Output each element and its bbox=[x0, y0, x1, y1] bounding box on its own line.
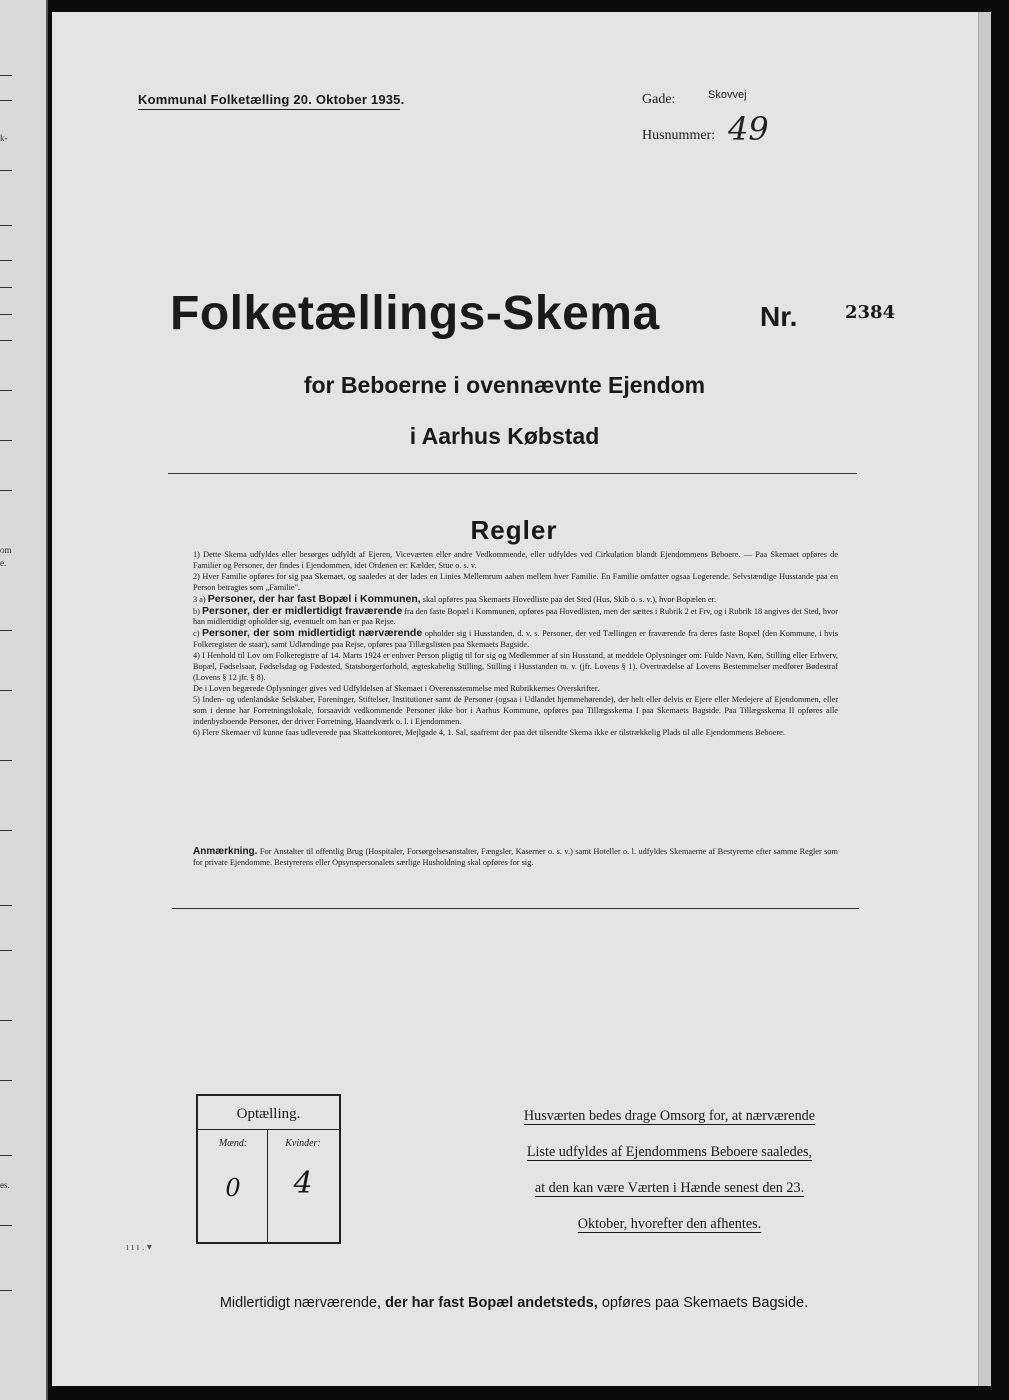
page-edge bbox=[978, 12, 991, 1386]
rule-3a-heading: Personer, der har fast Bopæl i Kommunen, bbox=[207, 592, 421, 605]
annotation-text: For Anstalter til offentlig Brug (Hospitaler, Forsørgelsesanstalter, Fængsler, Kaserner o. s. v.) samt Hoteller o. l. udfyldes Skemaerne af Bestyrerne efter samme Regler som for private Ejendomme. Bestyrerens eller Opsynspersonalets særlige Husholdning skal opføres for sig. bbox=[193, 847, 838, 867]
margin-tick bbox=[0, 314, 12, 315]
husnummer-value: 49 bbox=[728, 110, 769, 148]
rule-3a-number: 3 a) bbox=[193, 594, 206, 604]
rule-5: 5) Inden- og udenlandske Selskaber, Foreninger, Stiftelser, Institutioner samt de Personer (ogsaa i Udlandet hjemmehørende), der helt eller delvis er Ejere eller Medejere af Ejendommen, eller som i denne har Forretningslokale, forsaavidt vedkommende Personer ikke bor i Aarhus Kommune, opføres paa Tillægsskema I paa Skemaets Bagside. Paa Tillægsskema II opføres alle indenbysboende Personer, der driver Forretning, Haandværk o. l. i Ejendommen. bbox=[193, 694, 838, 726]
divider bbox=[172, 908, 859, 909]
form-title: Folketællings-Skema bbox=[170, 287, 660, 340]
rule-3a-text: skal opføres paa Skemaets Hovedliste paa det Sted (Hus, Skib o. s. v.), hvor Bopælen er. bbox=[422, 594, 717, 604]
count-title: Optælling. bbox=[236, 1106, 301, 1122]
margin-tick bbox=[0, 1155, 12, 1156]
margin-tick bbox=[0, 170, 12, 171]
men-count: 0 bbox=[225, 1174, 241, 1202]
margin-fragment: k- bbox=[0, 133, 8, 143]
form-number-label: Nr. bbox=[760, 301, 798, 332]
margin-tick bbox=[0, 100, 12, 101]
women-count: 4 bbox=[293, 1166, 313, 1201]
landlord-notice bbox=[497, 1098, 842, 1242]
margin-tick bbox=[0, 1020, 12, 1021]
margin-tick bbox=[0, 1290, 12, 1291]
rule-3c-heading: Personer, der som midlertidigt nærværende bbox=[202, 627, 423, 640]
divider bbox=[168, 473, 857, 474]
footer-bold: der har fast Bopæl andetsteds, bbox=[385, 1295, 598, 1311]
form-location: i Aarhus Købstad bbox=[409, 423, 600, 449]
gade-label: Gade: bbox=[642, 92, 676, 107]
rule-4: 4) I Henhold til Lov om Folkeregistre af 14. Marts 1924 er enhver Person pligtig til for sig og Medlemmer af sin Husstand, at meddele Oplysninger om: Fulde Navn, Køn, Stilling eller Erhverv, Bopæl, Fødselsaar, Fødselsdag og Fødested, Statsborgerforhold, ægteskabelig Stilling, Stilling i Husstanden m. v. (jfr. Lovens § 1). Overtrædelse af Lovens Bestemmelser medfører Bødestraf (Lovens § 12 jfr. § 8). bbox=[193, 651, 838, 682]
margin-tick bbox=[0, 260, 12, 261]
form-number-value: 2384 bbox=[845, 302, 896, 323]
rule-3b-number: b) bbox=[193, 606, 200, 616]
margin-tick bbox=[0, 490, 12, 491]
notice-line: Oktober, hvorefter den afhentes. bbox=[577, 1216, 762, 1232]
margin-tick bbox=[0, 1080, 12, 1081]
header-underline bbox=[138, 109, 400, 110]
men-label: Mænd: bbox=[218, 1138, 248, 1149]
women-label: Kvinder: bbox=[285, 1138, 321, 1149]
gade-value: Skovvej bbox=[708, 89, 747, 101]
rule-3b-text: fra den faste Bopæl i Kommunen, opføres paa Hovedlisten, men der sættes i Rubrik 2 et Frv, og i Rubrik 18 angives det Sted, hvor han midlertidigt opholder sig, eventuelt om han er paa Rejse. bbox=[193, 606, 839, 627]
margin-tick bbox=[0, 905, 12, 906]
rule-3c-number: c) bbox=[193, 629, 200, 639]
margin-tick bbox=[0, 340, 12, 341]
margin-fragment: om bbox=[0, 545, 12, 555]
margin-tick bbox=[0, 950, 12, 951]
margin-tick bbox=[0, 830, 12, 831]
notice-line: Liste udfyldes af Ejendommens Beboere saaledes, bbox=[526, 1144, 813, 1160]
rule-1: 1) Dette Skema udfyldes eller besørges udfyldt af Ejeren, Viceværten eller andre Vedkommende, eller udfyldes ved Cirkulation blandt Ejendommens Beboere. — Paa Skemaet opføres de Familier og Personer, der findes i Ejendommen, idet Ordenen er: Kælder, Stue o. s. v. bbox=[193, 550, 838, 570]
annotation-label: Anmærkning. bbox=[193, 846, 258, 857]
margin-tick bbox=[0, 760, 12, 761]
notice-line: Husværten bedes drage Omsorg for, at nærværende bbox=[523, 1108, 816, 1124]
footer-post: opføres paa Skemaets Bagside. bbox=[601, 1295, 809, 1311]
margin-tick bbox=[0, 287, 12, 288]
rules-heading: Regler bbox=[470, 515, 558, 545]
husnummer-label: Husnummer: bbox=[642, 128, 716, 143]
rule-3b bbox=[193, 606, 838, 629]
count-box bbox=[196, 1094, 341, 1244]
notice-line: at den kan være Værten i Hænde senest den 23. bbox=[534, 1180, 805, 1196]
pencil-mark: ı ı ı . ▾ bbox=[126, 1242, 152, 1253]
adjacent-page-strip bbox=[0, 0, 48, 1400]
rule-3c bbox=[193, 628, 838, 651]
rule-6: 6) Flere Skemaer vil kunne faas udleverede paa Skattekontoret, Mejlgade 4, 1. Sal, saafremt der paa det tilsendte Skema ikke er tilstrækkelig Plads til alle Ejendommens Beboere. bbox=[193, 727, 785, 737]
margin-tick bbox=[0, 1225, 12, 1226]
rule-2: 2) Hver Familie opføres for sig paa Skemaet, og saaledes at der lades en Linies Mellemrum aaben mellem hver Familie. En Familie omfatter ogsaa Logerende. Selvstændige Husstande paa en Person betragtes som „Familie". bbox=[193, 571, 838, 592]
rule-3b-heading: Personer, der er midlertidigt fraværende bbox=[202, 604, 403, 617]
margin-tick bbox=[0, 630, 12, 631]
margin-tick bbox=[0, 225, 12, 226]
rule-3c-text: opholder sig i Husstanden, d. v. s. Personer, der ved Tællingen er fraværende fra deres faste Bopæl (den Kommune, i hvis Folkeregister de staar), samt Udlændinge paa Rejse, opføres paa Tillægslisten paa Skemaets Bagside. bbox=[193, 629, 839, 650]
rules-text bbox=[193, 550, 838, 738]
footer-note bbox=[0, 1295, 1009, 1311]
margin-tick bbox=[0, 690, 12, 691]
form-subtitle: for Beboerne i ovennævnte Ejendom bbox=[303, 372, 706, 398]
footer-pre: Midlertidigt nærværende, bbox=[219, 1295, 382, 1311]
count-box-divider bbox=[198, 1129, 339, 1130]
census-header-line: Kommunal Folketælling 20. Oktober 1935. bbox=[138, 92, 405, 107]
margin-fragment: es. bbox=[0, 1180, 10, 1190]
rule-4b: De i Loven begærede Oplysninger gives ved Udfyldelsen af Skemaet i Overensstemmelse med Rubrikkernes Overskrifter. bbox=[193, 683, 600, 693]
margin-tick bbox=[0, 75, 12, 76]
margin-fragment: e. bbox=[0, 558, 7, 568]
annotation-block bbox=[193, 846, 838, 868]
